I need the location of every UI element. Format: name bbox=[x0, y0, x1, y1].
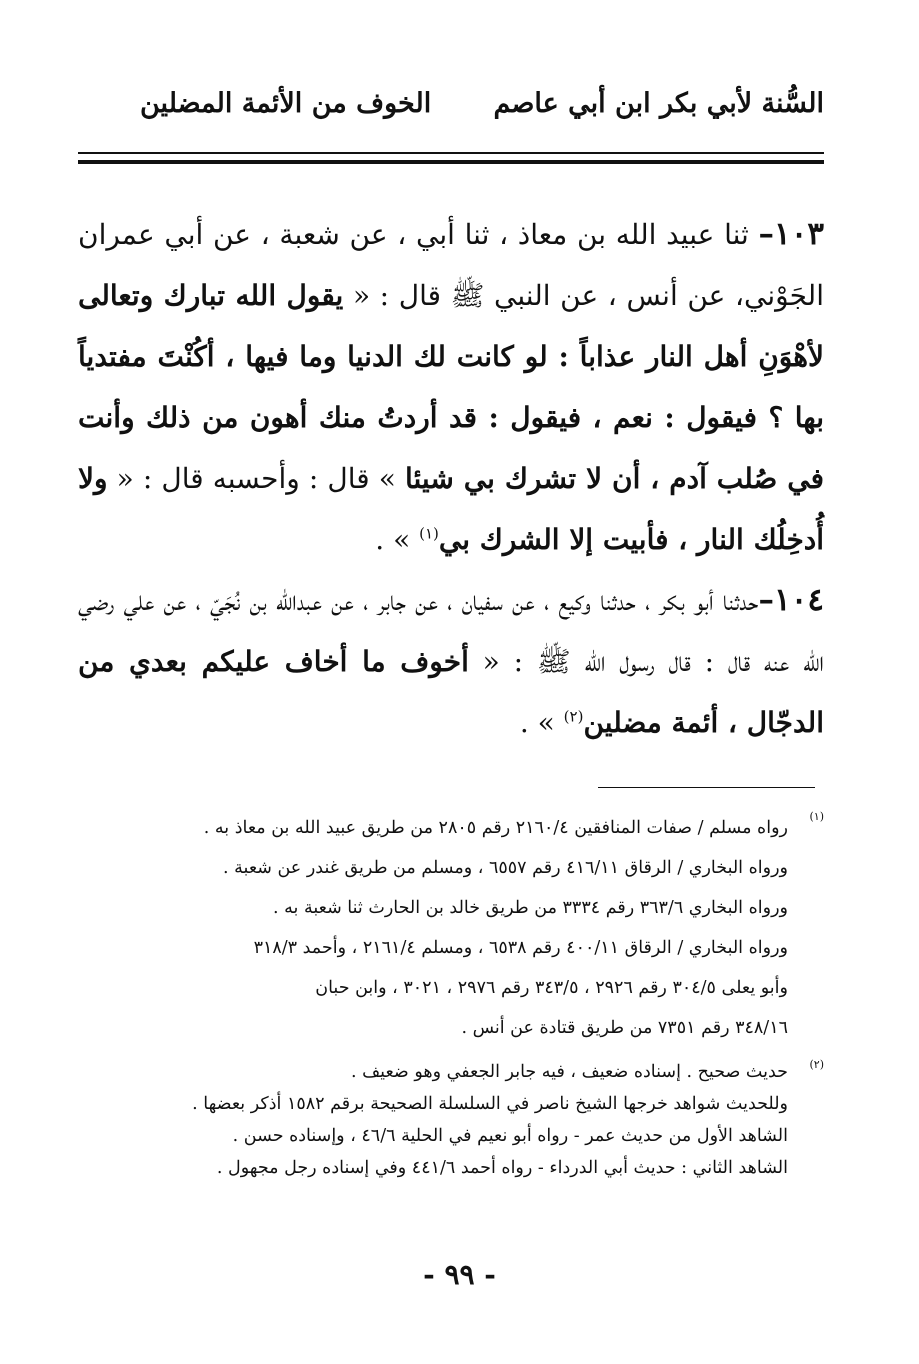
footnote-body bbox=[78, 1056, 788, 1184]
main-text bbox=[78, 204, 824, 753]
hadith-dash: – bbox=[758, 582, 775, 618]
hadith-number: ١٠٣ bbox=[774, 216, 824, 252]
footnote-marker: (١) bbox=[809, 810, 824, 823]
hadith-104 bbox=[78, 570, 824, 753]
footnote-line: الشاهد الثاني : حديث أبي الدرداء - رواه أحمد ٤٤١/٦ وفي إسناده رجل مجهول . bbox=[216, 1158, 788, 1178]
header-rule-thin bbox=[78, 152, 824, 154]
book-title: السُّنة لأبي بكر ابن أبي عاصم bbox=[493, 87, 824, 119]
hadith-text: يقول الله تبارك وتعالى لأهْوَنِ أهل النار عذاباً : لو كانت لك الدنيا وما فيها ، أكُنْتَ مفتدياً بها ؟ فيقول : نعم ، فيقول : قد أردتُ منك أهون من ذلك وأنت في صُلب آدم ، أن لا تشرك بي شيئا bbox=[78, 279, 824, 495]
footnote-line: ورواه البخاري / الرقاق ٤٠٠/١١ رقم ٦٥٣٨ ، ومسلم ٢١٦١/٤ ، وأحمد ٣١٨/٣ bbox=[253, 938, 788, 958]
footnote-ref[interactable]: (٢) bbox=[563, 707, 584, 726]
hadith-closing: » . bbox=[375, 523, 420, 556]
hadith-closing: » . bbox=[519, 706, 564, 739]
footnote-marker: (٢) bbox=[809, 1058, 824, 1071]
page-header bbox=[140, 78, 824, 128]
footnotes bbox=[78, 808, 824, 1184]
header-rule-thick bbox=[78, 160, 824, 164]
footnote-divider bbox=[598, 787, 815, 788]
footnote-line: وللحديث شواهد خرجها الشيخ ناصر في السلسلة الصحيحة برقم ١٥٨٢ أذكر بعضها . bbox=[192, 1094, 788, 1114]
footnote-line: رواه مسلم / صفات المنافقين ٢١٦٠/٤ رقم ٢٨٠٥ من طريق عبيد الله بن معاذ به . bbox=[203, 818, 788, 838]
footnote-line: ورواه البخاري / الرقاق ٤١٦/١١ رقم ٦٥٥٧ ، ومسلم من طريق غندر عن شعبة . bbox=[223, 858, 788, 878]
hadith-text-addition: ولا أُدخِلُك النار ، فأبيت إلا الشرك بي bbox=[78, 462, 824, 556]
hadith-dash: – bbox=[758, 216, 775, 252]
footnote-body bbox=[78, 808, 788, 1048]
footnote-1 bbox=[78, 808, 824, 1048]
hadith-isnad: ثنا عبيد الله بن معاذ ، ثنا أبي ، عن شعبة ، عن أبي عمران الجَوْني، عن أنس ، عن النبي ﷺ قال : « bbox=[78, 218, 824, 312]
footnote-line: حديث صحيح . إسناده ضعيف ، فيه جابر الجعفي وهو ضعيف . bbox=[350, 1062, 788, 1082]
hadith-103 bbox=[78, 204, 824, 570]
hadith-number: ١٠٤ bbox=[774, 582, 824, 618]
footnote-line: ٣٤٨/١٦ رقم ٧٣٥١ من طريق قتادة عن أنس . bbox=[461, 1018, 788, 1038]
footnote-ref[interactable]: (١) bbox=[419, 524, 439, 543]
page-number: - ٩٩ - bbox=[423, 1258, 496, 1291]
footnote-2 bbox=[78, 1056, 824, 1184]
hadith-isnad: حدثنا أبو بكر ، حدثنا وكيع ، عن سفيان ، عن جابر ، عن عبدالله بن نُجَيّ ، عن علي رضي الله عنه قال : قال رسول الله ﷺ : « bbox=[78, 584, 824, 678]
footnote-line: وأبو يعلى ٣٠٤/٥ رقم ٢٩٢٦ ، ٣٤٣/٥ رقم ٢٩٧٦ ، ٣٠٢١ ، وابن حبان bbox=[315, 978, 788, 998]
footnote-line: الشاهد الأول من حديث عمر - رواه أبو نعيم في الحلية ٤٦/٦ ، وإسناده حسن . bbox=[232, 1126, 788, 1146]
footnote-line: ورواه البخاري ٣٦٣/٦ رقم ٣٣٣٤ من طريق خالد بن الحارث ثنا شعبة به . bbox=[273, 898, 788, 918]
hadith-text: أخوف ما أخاف عليكم بعدي من الدجّال ، أئمة مضلين bbox=[78, 645, 824, 739]
hadith-narrator-note: » قال : وأحسبه قال : « bbox=[107, 462, 405, 495]
chapter-title: الخوف من الأئمة المضلين bbox=[140, 87, 432, 119]
